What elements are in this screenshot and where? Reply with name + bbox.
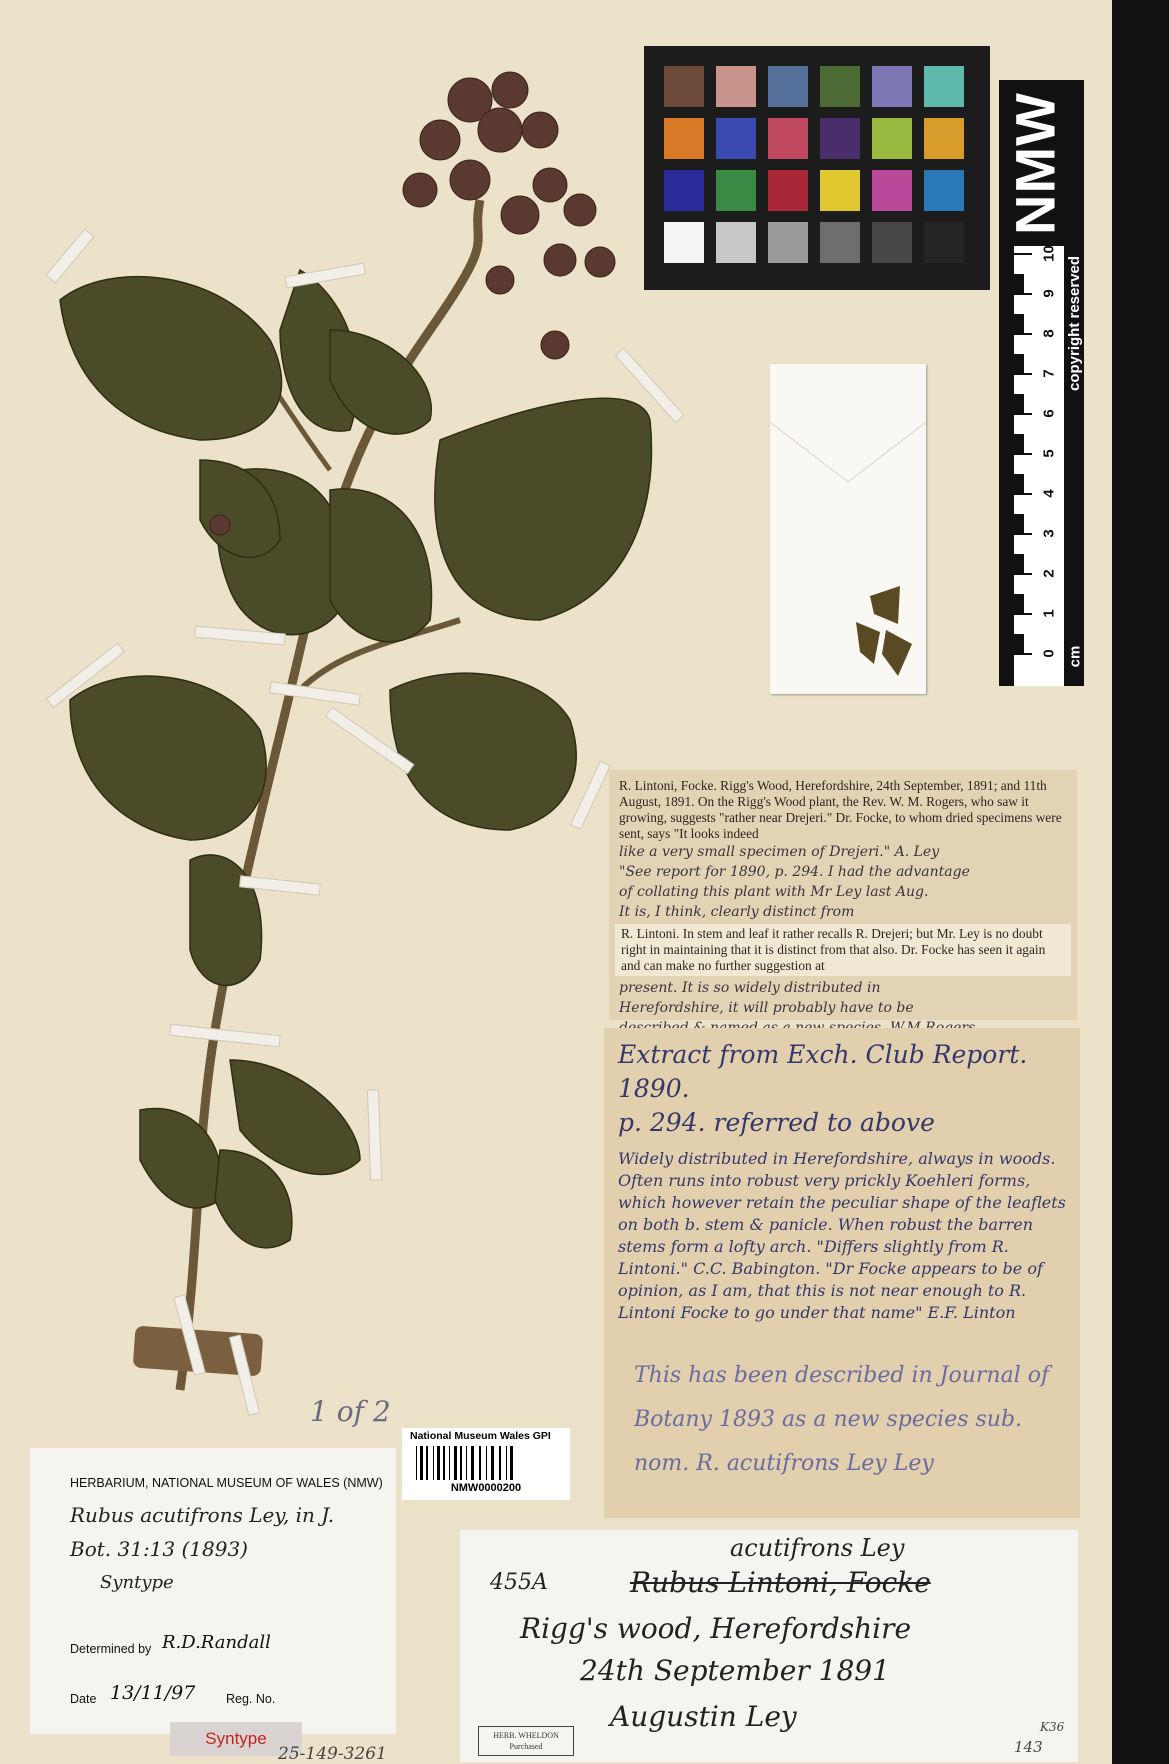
barcode-bar — [426, 1446, 428, 1480]
leaf — [70, 676, 266, 840]
collection-number: 455A — [490, 1570, 548, 1595]
color-patch — [924, 222, 964, 263]
flower-head — [564, 194, 596, 226]
ruler-block — [1014, 634, 1024, 654]
ruler-block — [1014, 554, 1024, 574]
handwritten-line: "See report for 1890, p. 294. I had the advantage — [619, 864, 970, 880]
ruler-tick-label: 4 — [1040, 489, 1058, 498]
determined-by-value: R.D.Randall — [162, 1632, 271, 1653]
extract-title-line: Extract from Exch. Club Report. 1890. — [618, 1040, 1028, 1103]
extract-title — [604, 1028, 1080, 1140]
barcode-id: NMW0000200 — [450, 1482, 522, 1494]
color-patch — [872, 118, 912, 159]
ruler-block — [1014, 474, 1024, 494]
flower-head — [420, 120, 460, 160]
color-patch — [716, 118, 756, 159]
handwritten-line: present. It is so widely distributed in — [619, 980, 881, 996]
color-patch — [924, 66, 964, 107]
determination-label — [30, 1448, 396, 1734]
leaf — [390, 673, 576, 830]
date-label: Date — [70, 1692, 97, 1706]
barcode-bar — [506, 1446, 507, 1480]
barcode-bar — [486, 1446, 487, 1480]
color-patch — [768, 66, 808, 107]
ruler-block — [1014, 354, 1024, 374]
extract-title-line: p. 294. referred to above — [618, 1108, 935, 1137]
color-patch — [820, 222, 860, 263]
barcode-bar — [460, 1446, 462, 1480]
ruler-tick-label: 3 — [1040, 529, 1058, 538]
color-patch-grid — [664, 66, 972, 263]
color-patch — [664, 222, 704, 263]
barcode-bar — [510, 1446, 513, 1480]
determined-by-label: Determined by — [70, 1642, 152, 1656]
flower-head — [210, 515, 230, 535]
extract-note: This has been described in Journal of Botany 1893 as a new species sub. nom. R. acutifrons Ley Ley — [634, 1363, 1050, 1476]
barcode-bar — [479, 1446, 481, 1480]
barcode-bar — [443, 1446, 445, 1480]
syntype-badge: Syntype — [170, 1722, 302, 1756]
extract-label — [604, 1028, 1080, 1518]
ruler-unit: cm — [1066, 645, 1084, 668]
type-status: Syntype — [100, 1572, 174, 1593]
taxon-name: Rubus acutifrons Ley, in J. Bot. 31:13 (1893) — [70, 1503, 335, 1561]
ruler-tick-label: 8 — [1040, 329, 1058, 338]
color-patch — [924, 170, 964, 211]
leaf — [435, 398, 652, 620]
leaf-cluster — [60, 270, 652, 1248]
color-patch — [664, 170, 704, 211]
locality: Rigg's wood, Herefordshire — [520, 1612, 912, 1645]
barcode-label — [402, 1428, 570, 1500]
color-patch — [924, 118, 964, 159]
color-calibration-chart — [644, 46, 990, 290]
leaf — [60, 277, 282, 440]
flower-head — [585, 247, 615, 277]
flower-head — [522, 112, 558, 148]
printed-text: R. Lintoni. In stem and leaf it rather recalls R. Drejeri; but Mr. Ley is no doubt right in maintaining that it is distinct from that also. Dr. Focke has seen it again and can make no further suggestion at — [615, 924, 1071, 976]
flower-head — [450, 160, 490, 200]
flower-head — [486, 266, 514, 294]
extract-body: Widely distributed in Herefordshire, always in woods. Often runs into robust very prickly Koehleri forms, which however retain the peculiar shape of the leaflets on both b. stem & panicle. When robust the barren stems form a lofty arch. "Differs slightly from R. Lintoni." C.C. Babington. "Dr Focke appears to be of opinion, as I am, that this is not near enough to R. Lintoni Focke to go under that name" E.F. Linton — [618, 1149, 1066, 1322]
ruler-tick-label: 10 — [1040, 245, 1058, 262]
color-patch — [716, 170, 756, 211]
sheet-number-secondary: K36 — [1040, 1720, 1065, 1734]
reg-no-label: Reg. No. — [226, 1692, 276, 1706]
color-patch — [716, 222, 756, 263]
printed-text: R. Lintoni, Focke. Rigg's Wood, Herefordshire, 24th September, 1891; and 11th August, 1891. On the Rigg's Wood plant, the Rev. W. M. Rogers, who saw it growing, suggests "rather near Drejeri." Dr. Focke, to whom dried specimens were sent, says "It looks indeed — [619, 778, 1062, 841]
barcode-bar — [433, 1446, 434, 1480]
taxon-correction: acutifrons Ley — [730, 1534, 905, 1562]
barcode-bar — [466, 1446, 467, 1480]
color-patch — [768, 170, 808, 211]
ruler-tick-label: 0 — [1040, 649, 1058, 658]
handwritten-line: like a very small specimen of Drejeri." A. Ley — [619, 844, 940, 860]
tape-strip — [46, 229, 94, 283]
reference-number: 25-149-3261 — [278, 1744, 387, 1764]
printed-label — [609, 770, 1077, 1020]
color-patch — [768, 118, 808, 159]
color-patch — [872, 170, 912, 211]
ruler-block — [1014, 394, 1024, 414]
ruler-block — [1014, 434, 1024, 454]
ruler-tick-label: 7 — [1040, 369, 1058, 378]
collection-date: 24th September 1891 — [580, 1654, 890, 1687]
tape-strip — [170, 1024, 281, 1046]
tape-strip — [571, 761, 611, 829]
color-patch — [820, 170, 860, 211]
barcode-bar — [491, 1446, 494, 1480]
color-patch — [664, 66, 704, 107]
sheet-count: 1 of 2 — [310, 1395, 391, 1428]
flower-head — [501, 196, 539, 234]
flower-head — [541, 331, 569, 359]
ruler-block — [1014, 594, 1024, 614]
barcode-bar — [437, 1446, 440, 1480]
ruler-tick — [1014, 253, 1032, 255]
copyright-notice: copyright reserved — [1066, 256, 1083, 392]
date-value: 13/11/97 — [110, 1682, 196, 1704]
tape-strip — [285, 263, 366, 288]
tape-strip — [367, 1090, 381, 1180]
leaf — [330, 489, 432, 642]
handwritten-line: of collating this plant with Mr Ley last Aug. — [619, 884, 929, 900]
leaf-fragment — [856, 622, 880, 664]
flower-head — [403, 173, 437, 207]
color-patch — [820, 118, 860, 159]
barcode-bar — [471, 1446, 474, 1480]
barcode-bars — [416, 1446, 556, 1480]
cm-ruler — [1000, 246, 1064, 686]
barcode-bar — [499, 1446, 501, 1480]
ruler-tick-label: 9 — [1040, 289, 1058, 298]
color-patch — [872, 222, 912, 263]
fragment-packet[interactable] — [770, 364, 926, 694]
taxon-original: Rubus Lintoni, Focke — [630, 1566, 931, 1599]
color-patch — [768, 222, 808, 263]
ruler-tick-label: 6 — [1040, 409, 1058, 418]
handwritten-line: It is, I think, clearly distinct from — [619, 904, 855, 920]
nmw-logo: NMW — [1003, 92, 1067, 236]
leaf-fragment — [882, 630, 912, 676]
barcode-org: National Museum Wales GPI — [410, 1430, 551, 1442]
leaf-fragment — [870, 586, 900, 624]
ruler-block — [1014, 514, 1024, 534]
herbarium-stamp: HERB. WHELDON Purchased — [478, 1726, 574, 1756]
color-patch — [872, 66, 912, 107]
barcode-bar — [449, 1446, 450, 1480]
packet-flap — [770, 364, 926, 694]
flower-head — [544, 244, 576, 276]
barcode-bar — [416, 1446, 417, 1480]
collection-label — [460, 1530, 1078, 1762]
leaf — [140, 1108, 222, 1207]
barcode-bar — [420, 1446, 423, 1480]
sheet-number: 143 — [1014, 1738, 1043, 1756]
flower-head — [533, 168, 567, 202]
leaf — [215, 1150, 292, 1248]
barcode-bar — [454, 1446, 457, 1480]
herbarium-name: HERBARIUM, NATIONAL MUSEUM OF WALES (NMW) — [70, 1476, 383, 1490]
ruler-tick-label: 2 — [1040, 569, 1058, 578]
scan-border — [1112, 0, 1169, 1764]
ruler-block — [1014, 274, 1024, 294]
flower-head — [492, 72, 528, 108]
flower-head — [478, 108, 522, 152]
color-patch — [716, 66, 756, 107]
collector: Augustin Ley — [610, 1700, 797, 1733]
ruler-tick-label: 1 — [1040, 609, 1058, 618]
color-patch — [664, 118, 704, 159]
handwritten-line: Herefordshire, it will probably have to be — [619, 1000, 914, 1016]
ruler-block — [1014, 314, 1024, 334]
ruler-tick-label: 5 — [1040, 449, 1058, 458]
color-patch — [820, 66, 860, 107]
